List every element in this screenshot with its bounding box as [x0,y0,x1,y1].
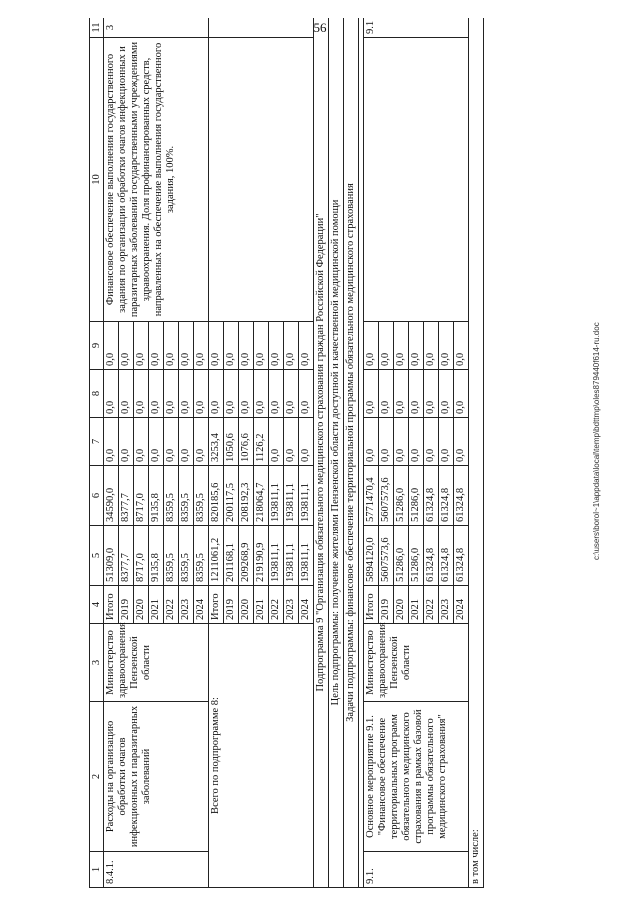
value-local: 0,0 [149,370,164,418]
value-regional: 208192,3 [239,466,254,526]
year-cell: 2020 [239,586,254,624]
value-federal: 0,0 [364,418,379,466]
value-local: 0,0 [194,370,209,418]
column-number-row [90,18,104,888]
value-regional: 5607573,6 [379,466,394,526]
value-regional: 8359,5 [164,466,179,526]
value-other: 0,0 [119,322,134,370]
value-other: 0,0 [284,322,299,370]
value-federal: 0,0 [454,418,469,466]
value-federal: 0,0 [104,418,119,466]
col-header-8: 8 [90,370,104,418]
year-cell: 2024 [299,586,314,624]
link-indicator: 9.1 [364,18,469,38]
program-finance-table [89,18,484,888]
year-cell: 2023 [179,586,194,624]
value-federal: 0,0 [134,418,149,466]
value-total: 61324,8 [439,526,454,586]
subprogram-title-row [314,18,329,888]
value-total: 193811,1 [299,526,314,586]
value-other: 0,0 [424,322,439,370]
year-cell: 2019 [379,586,394,624]
value-regional: 8359,5 [194,466,209,526]
value-regional: 34590,0 [104,466,119,526]
value-total: 51309,0 [104,526,119,586]
col-header-5: 5 [90,526,104,586]
year-cell: 2023 [284,586,299,624]
value-total: 8717,0 [134,526,149,586]
value-federal: 0,0 [149,418,164,466]
col-header-1: 1 [90,852,104,888]
link-indicator: 3 [104,18,209,38]
value-federal: 1050,6 [224,418,239,466]
year-cell: 2024 [454,586,469,624]
value-other: 0,0 [134,322,149,370]
value-federal: 0,0 [439,418,454,466]
year-cell: 2020 [134,586,149,624]
subprogram-total-label: Всего по подпрограмме 8: [209,624,314,888]
value-other: 0,0 [239,322,254,370]
col-header-11: 11 [90,18,104,38]
value-regional: 8717,0 [134,466,149,526]
value-federal: 1076,6 [239,418,254,466]
measure-name: Расходы на организацию обработки очагов инфекционных и паразитарных заболеваний [104,702,209,852]
year-cell: 2022 [424,586,439,624]
value-federal: 0,0 [119,418,134,466]
value-regional: 51286,0 [394,466,409,526]
year-cell: 2022 [269,586,284,624]
value-total: 1211061,2 [209,526,224,586]
goal-indicator: Финансовое обеспечение выполнения государственного задания по организации обработки очагов инфекционных и паразитарных заболеваний государственными учреждениями здравоохранения. Доля профинансированных средств, направленных на обеспечение выполнения государственного задания, 100%. [104,38,209,322]
value-federal: 0,0 [409,418,424,466]
value-federal: 0,0 [164,418,179,466]
value-federal: 0,0 [269,418,284,466]
year-cell: 2021 [254,586,269,624]
table-row [364,18,379,888]
year-cell: 2021 [149,586,164,624]
value-other: 0,0 [104,322,119,370]
value-local: 0,0 [379,370,394,418]
subprogram-task: Задачи подпрограммы: финансовое обеспечение территориальной программы обязательного медицинского страхования [344,18,359,888]
value-other: 0,0 [179,322,194,370]
value-regional: 218064,7 [254,466,269,526]
footer-row [469,18,484,888]
value-local: 0,0 [269,370,284,418]
value-other: 0,0 [209,322,224,370]
subprogram-goal-row [329,18,344,888]
value-regional: 8377,7 [119,466,134,526]
value-total: 193811,1 [284,526,299,586]
col-header-4: 4 [90,586,104,624]
value-federal: 1126,2 [254,418,269,466]
including-label: в том числе: [469,18,484,888]
value-regional: 193811,1 [284,466,299,526]
value-federal: 0,0 [299,418,314,466]
value-federal: 0,0 [379,418,394,466]
value-total: 9135,8 [149,526,164,586]
value-other: 0,0 [224,322,239,370]
value-regional: 820185,6 [209,466,224,526]
value-other: 0,0 [439,322,454,370]
col-header-7: 7 [90,418,104,466]
value-total: 61324,8 [424,526,439,586]
value-other: 0,0 [394,322,409,370]
value-local: 0,0 [239,370,254,418]
measure-name: Основное мероприятие 9.1. "Финансовое обеспечение территориальных программ обязательного медицинского страхования в рамках базовой программы обязательного медицинского страхования" [364,702,469,852]
col-header-9: 9 [90,322,104,370]
value-other: 0,0 [149,322,164,370]
year-cell: 2024 [194,586,209,624]
value-other: 0,0 [254,322,269,370]
value-local: 0,0 [119,370,134,418]
value-local: 0,0 [364,370,379,418]
value-local: 0,0 [134,370,149,418]
value-other: 0,0 [364,322,379,370]
value-regional: 193811,1 [269,466,284,526]
link-indicator-empty [209,18,314,38]
value-other: 0,0 [379,322,394,370]
value-total: 51286,0 [394,526,409,586]
value-local: 0,0 [409,370,424,418]
executor: Министерство здравоохранения Пензенской области [364,624,469,702]
value-local: 0,0 [224,370,239,418]
value-local: 0,0 [209,370,224,418]
rotated-table-container [89,18,612,888]
value-total: 8359,5 [194,526,209,586]
value-federal: 0,0 [284,418,299,466]
value-other: 0,0 [194,322,209,370]
value-federal: 0,0 [424,418,439,466]
row-number: 8.4.1. [104,852,209,888]
subprogram-title: Подпрограмма 9 "Организация обязательного медицинского страхования граждан Российской Федерации" [314,18,329,888]
value-local: 0,0 [164,370,179,418]
value-total: 5894120,0 [364,526,379,586]
col-header-6: 6 [90,466,104,526]
value-local: 0,0 [179,370,194,418]
value-other: 0,0 [269,322,284,370]
value-total: 201168,1 [224,526,239,586]
value-federal: 0,0 [194,418,209,466]
value-regional: 61324,8 [439,466,454,526]
col-header-10: 10 [90,38,104,322]
goal-indicator-empty [209,38,314,322]
value-total: 219190,9 [254,526,269,586]
page-number: 56 [313,20,327,35]
value-total: 61324,8 [454,526,469,586]
subprogram-task-row [344,18,359,888]
value-federal: 3253,4 [209,418,224,466]
value-local: 0,0 [299,370,314,418]
table-row [104,18,119,888]
value-regional: 5771470,4 [364,466,379,526]
file-path-footer: c:\users\borol~1\appdata\local\temp\bdttmp\oles879440f614-ru.doc [592,322,601,560]
value-regional: 61324,8 [454,466,469,526]
year-cell: 2019 [119,586,134,624]
value-local: 0,0 [439,370,454,418]
value-local: 0,0 [454,370,469,418]
col-header-3: 3 [90,624,104,702]
value-other: 0,0 [299,322,314,370]
year-cell: Итого [104,586,119,624]
row-number: 9.1. [364,852,469,888]
subprogram-goal: Цель подпрограммы: получение жителями Пензенской области доступной и качественной медицинской помощи [329,18,344,888]
value-regional: 61324,8 [424,466,439,526]
value-other: 0,0 [454,322,469,370]
goal-indicator [364,38,469,322]
year-cell: 2022 [164,586,179,624]
value-local: 0,0 [284,370,299,418]
year-cell: 2023 [439,586,454,624]
executor: Министерство здравоохранения Пензенской области [104,624,209,702]
table-row [209,18,224,888]
value-regional: 193811,1 [299,466,314,526]
year-cell: 2021 [409,586,424,624]
value-federal: 0,0 [179,418,194,466]
year-cell: Итого [364,586,379,624]
value-total: 8359,5 [164,526,179,586]
value-regional: 9135,8 [149,466,164,526]
value-local: 0,0 [104,370,119,418]
value-local: 0,0 [394,370,409,418]
value-total: 8377,7 [119,526,134,586]
value-total: 8359,5 [179,526,194,586]
col-header-2: 2 [90,702,104,852]
value-local: 0,0 [424,370,439,418]
value-total: 193811,1 [269,526,284,586]
year-cell: 2020 [394,586,409,624]
value-regional: 51286,0 [409,466,424,526]
value-total: 5607573,6 [379,526,394,586]
value-federal: 0,0 [394,418,409,466]
value-total: 51286,0 [409,526,424,586]
rotated-table-area [89,18,612,888]
value-regional: 8359,5 [179,466,194,526]
year-cell: Итого [209,586,224,624]
value-local: 0,0 [254,370,269,418]
value-other: 0,0 [409,322,424,370]
year-cell: 2019 [224,586,239,624]
value-regional: 200117,5 [224,466,239,526]
value-total: 209268,9 [239,526,254,586]
value-other: 0,0 [164,322,179,370]
